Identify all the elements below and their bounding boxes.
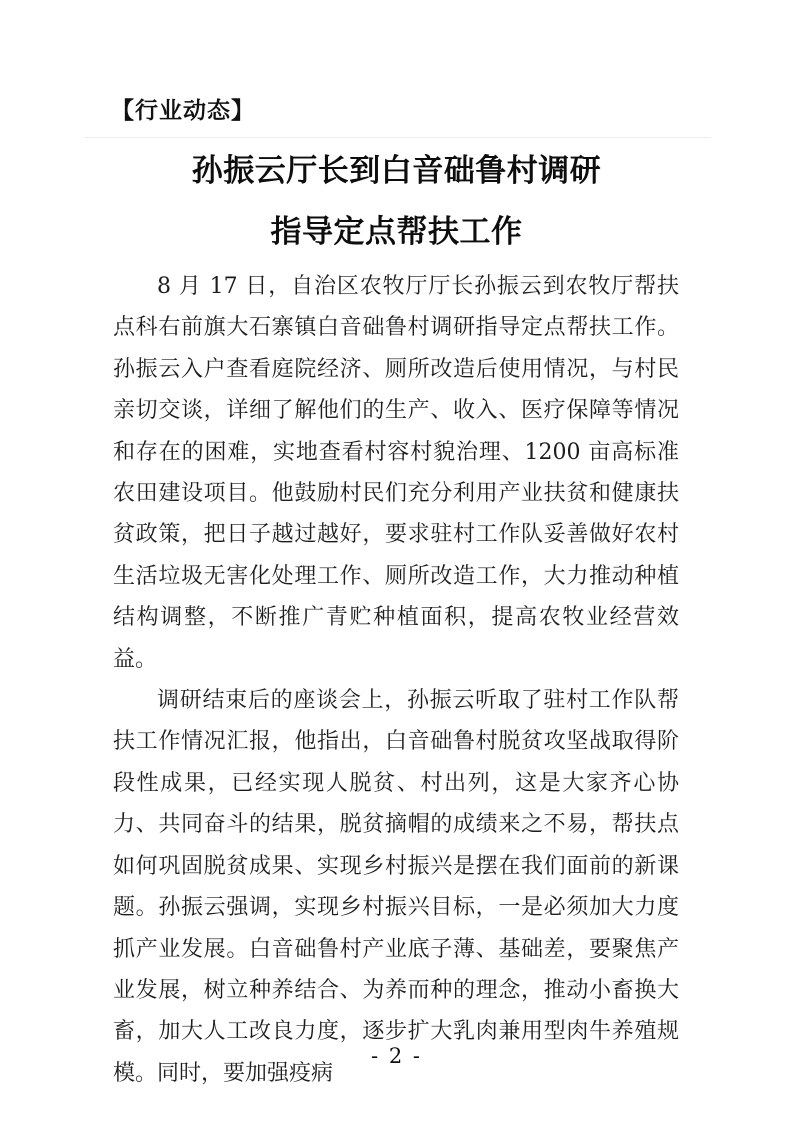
document-title — [0, 141, 793, 263]
section-label: 【行业动态】 — [111, 98, 255, 124]
title-line-1: 孙振云厅长到白音础鲁村调研 — [191, 153, 602, 189]
document-body — [113, 266, 679, 1094]
paragraph-1: 8 月 17 日，自治区农牧厅厅长孙振云到农牧厅帮扶点科右前旗大石寨镇白音础鲁村调研指导定点帮扶工作。孙振云入户查看庭院经济、厕所改造后使用情况，与村民亲切交谈，详细了解他们的生产、收入、医疗保障等情况和存在的困难，实地查看村容村貌治理、1200 亩高标准农田建设项目。他鼓励村民们充分利用产业扶贫和健康扶贫政策，把日子越过越好，要求驻村工作队妥善做好农村生活垃圾无害化处理工作、厕所改造工作，大力推动种植结构调整，不断推广青贮种植面积，提高农牧业经营效益。 — [113, 274, 679, 672]
header-divider — [85, 137, 711, 138]
title-line-2: 指导定点帮扶工作 — [270, 214, 523, 250]
paragraph-2: 调研结束后的座谈会上，孙振云听取了驻村工作队帮扶工作情况汇报，他指出，白音础鲁村脱贫攻坚战取得阶段性成果，已经实现人脱贫、村出列，这是大家齐心协力、共同奋斗的结果，脱贫摘帽的成绩来之不易，帮扶点如何巩固脱贫成果、实现乡村振兴是摆在我们面前的新课题。孙振云强调，实现乡村振兴目标，一是必须加大力度抓产业发展。白音础鲁村产业底子薄、基础差，要聚焦产业发展，树立种养结合、为养而种的理念，推动小畜换大畜，加大人工改良力度，逐步扩大乳肉兼用型肉牛养殖规模。同时，要加强疫病 — [113, 688, 679, 1086]
page-number: - 2 - — [371, 1044, 422, 1068]
